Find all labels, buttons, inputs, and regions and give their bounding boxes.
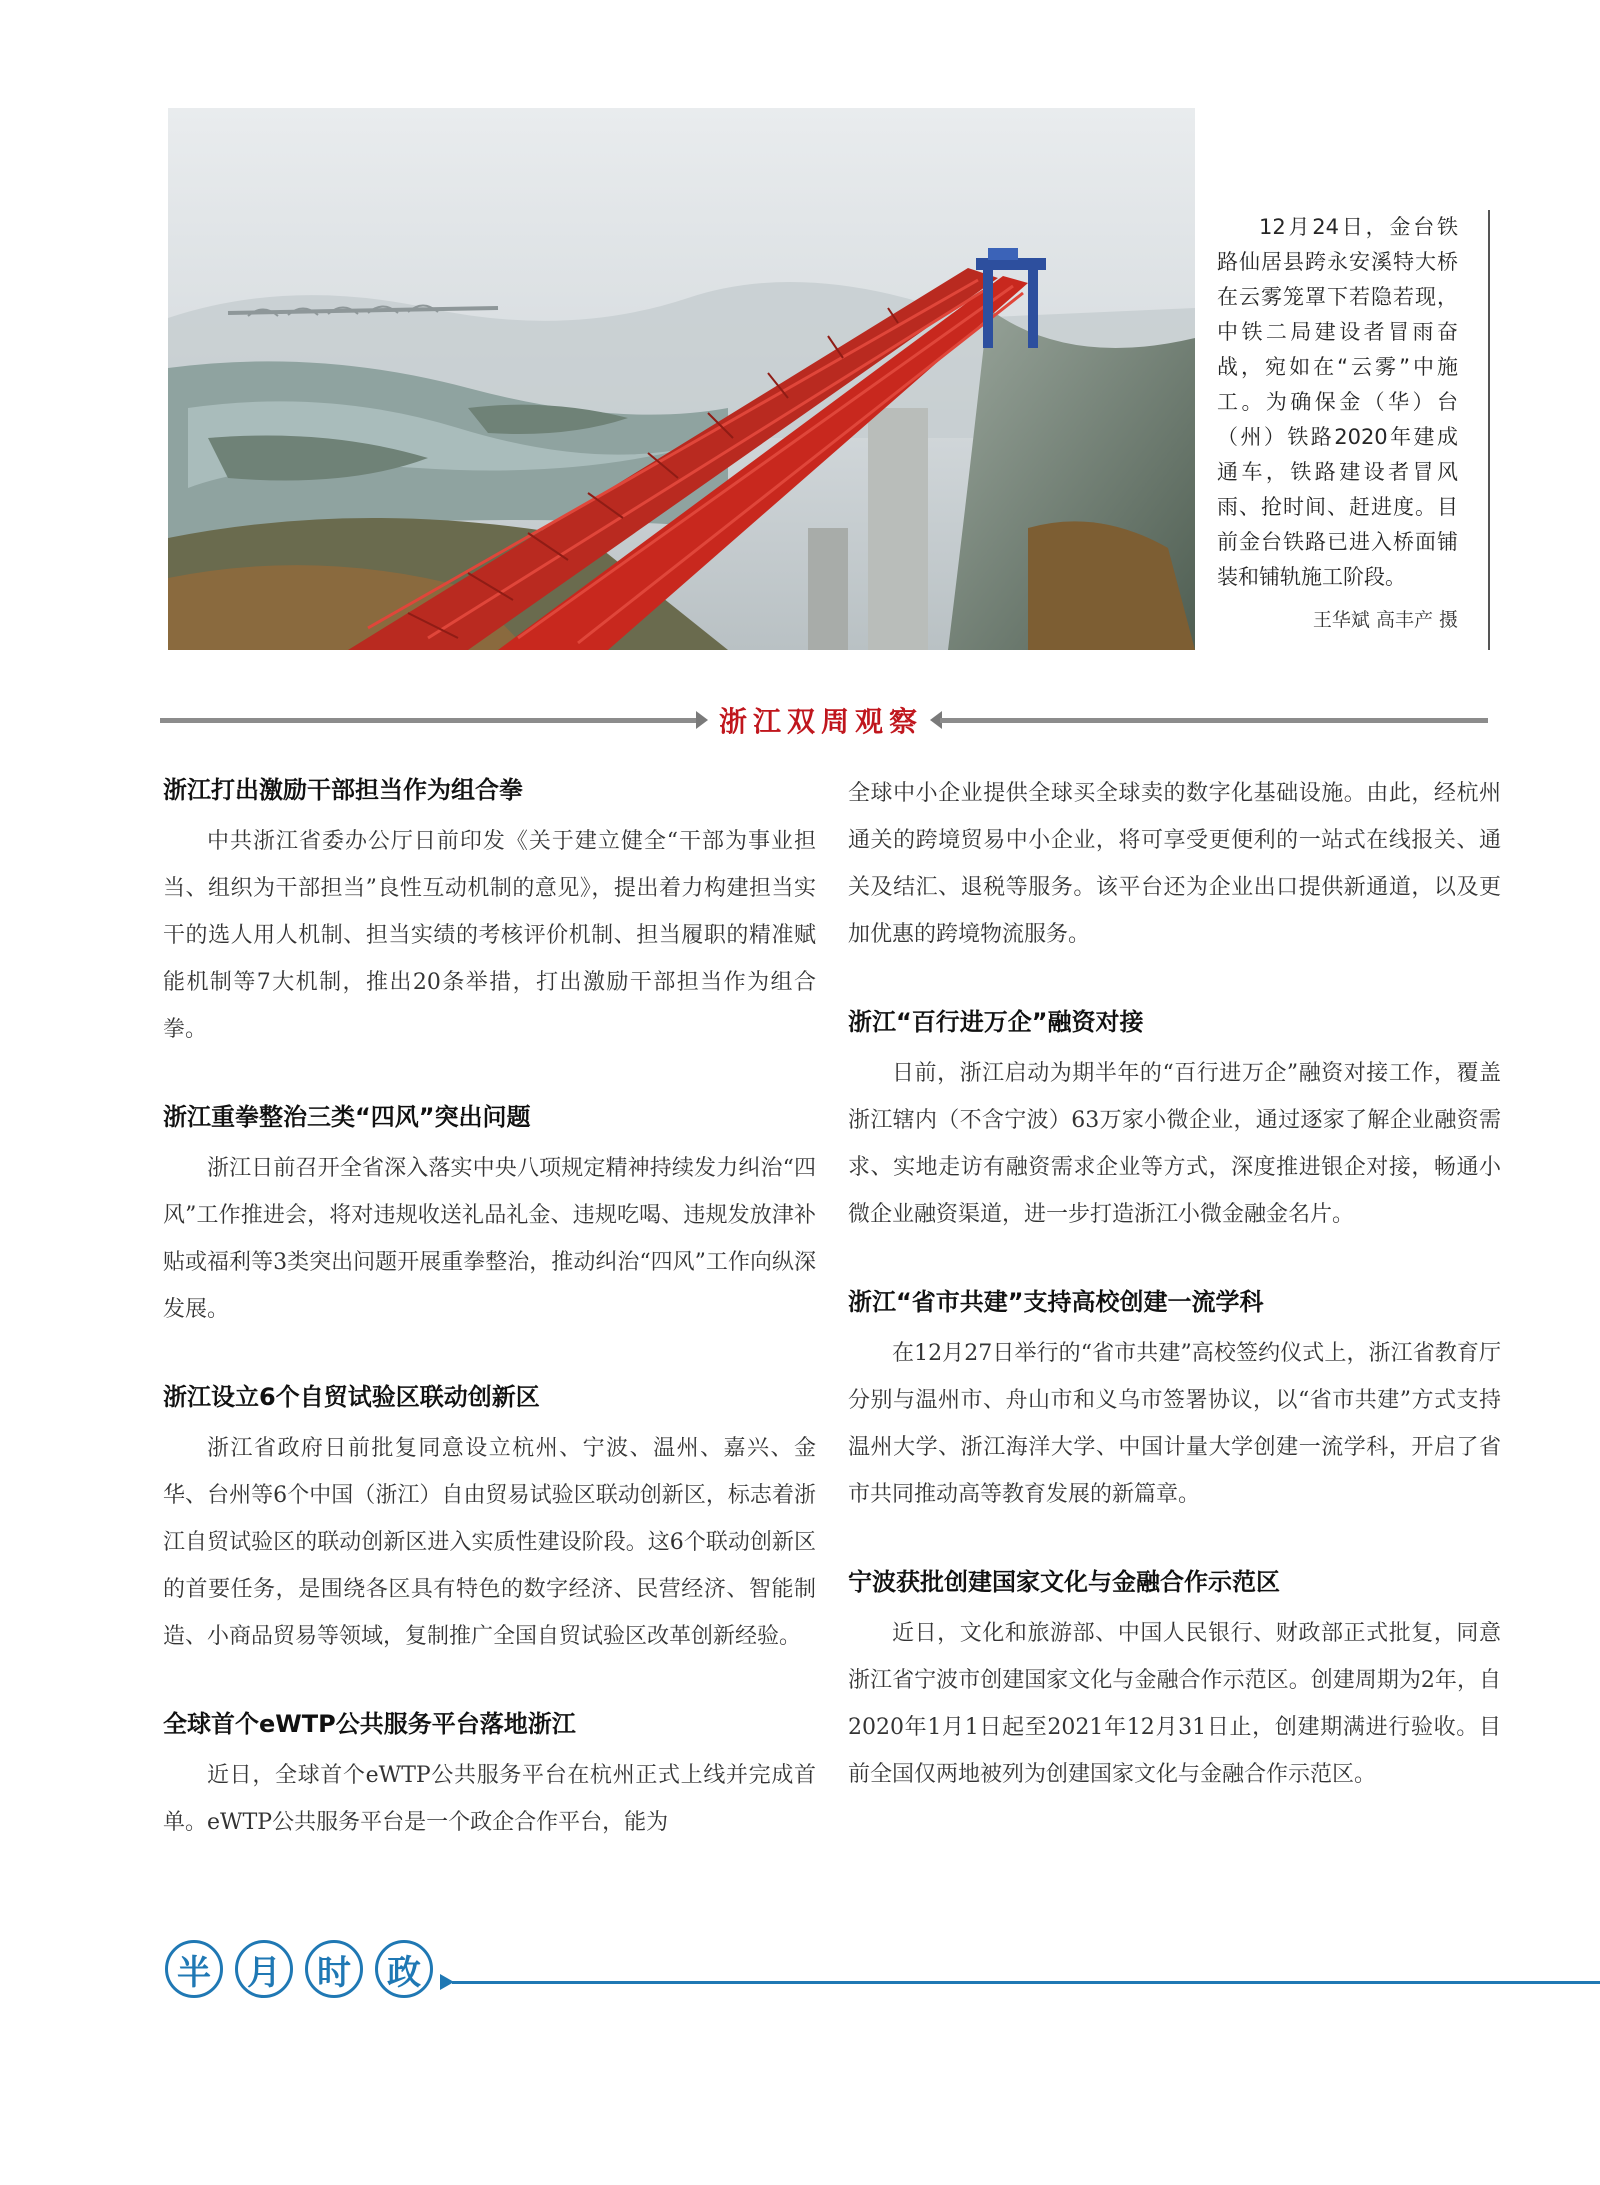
article (163, 770, 816, 1053)
article-headline: 全球首个eWTP公共服务平台落地浙江 (163, 1710, 576, 1738)
article-headline: 浙江“百行进万企”融资对接 (848, 1008, 1144, 1036)
bridge-photo-illustration (168, 108, 1195, 650)
masthead-char: 时 (305, 1940, 363, 1998)
section-rule-right (940, 718, 1488, 723)
masthead-char: 政 (375, 1940, 433, 1998)
article-headline: 宁波获批创建国家文化与金融合作示范区 (848, 1568, 1280, 1596)
left-column (163, 770, 816, 1890)
article-body: 日前，浙江启动为期半年的“百行进万企”融资对接工作，覆盖浙江辖内（不含宁波）63万家小微企业，通过逐家了解企业融资需求、实地走访有融资需求企业等方式，深度推进银企对接，畅通小微企业融资渠道，进一步打造浙江小微金融金名片。 (848, 1061, 1501, 1227)
right-column (848, 770, 1501, 1842)
article-headline: 浙江重拳整治三类“四风”突出问题 (163, 1103, 531, 1131)
section-arrow-left-icon (696, 711, 708, 729)
article (163, 1377, 816, 1660)
section-title: 浙江双周观察 (718, 705, 923, 738)
article (848, 1282, 1501, 1518)
article-headline: 浙江“省市共建”支持高校创建一流学科 (848, 1288, 1264, 1316)
article-headline: 浙江打出激励干部担当作为组合拳 (163, 776, 523, 804)
masthead-char: 半 (165, 1940, 223, 1998)
section-rule-left (160, 718, 700, 723)
caption-text: 12月24日，金台铁路仙居县跨永安溪特大桥在云雾笼罩下若隐若现，中铁二局建设者冒雨奋战，宛如在“云雾”中施工。为确保金（华）台（州）铁路2020年建成通车，铁路建设者冒风雨、抢时间、赶进度。目前金台铁路已进入桥面铺装和铺轨施工阶段。 (1217, 215, 1458, 589)
footer-rule (452, 1981, 1600, 1984)
article-headline: 浙江设立6个自贸试验区联动创新区 (163, 1383, 540, 1411)
article (848, 1562, 1501, 1798)
article-body: 浙江日前召开全省深入落实中央八项规定精神持续发力纠治“四风”工作推进会，将对违规收送礼品礼金、违规吃喝、违规发放津补贴或福利等3类突出问题开展重拳整治，推动纠治“四风”工作向纵深发展。 (163, 1156, 816, 1322)
article-body: 中共浙江省委办公厅日前印发《关于建立健全“干部为事业担当、组织为干部担当”良性互动机制的意见》，提出着力构建担当实干的选人用人机制、担当实绩的考核评价机制、担当履职的精准赋能机制等7大机制，推出20条举措，打出激励干部担当作为组合拳。 (163, 829, 816, 1042)
article-body: 浙江省政府日前批复同意设立杭州、宁波、温州、嘉兴、金华、台州等6个中国（浙江）自由贸易试验区联动创新区，标志着浙江自贸试验区的联动创新区进入实质性建设阶段。这6个联动创新区的首要任务，是围绕各区具有特色的数字经济、民营经济、智能制造、小商品贸易等领域，复制推广全国自贸试验区改革创新经验。 (163, 1436, 816, 1649)
article-body: 近日，文化和旅游部、中国人民银行、财政部正式批复，同意浙江省宁波市创建国家文化与金融合作示范区。创建周期为2年，自2020年1月1日起至2021年12月31日止，创建期满进行验收。目前全国仅两地被列为创建国家文化与金融合作示范区。 (848, 1621, 1501, 1787)
article-body: 在12月27日举行的“省市共建”高校签约仪式上，浙江省教育厅分别与温州市、舟山市和义乌市签署协议，以“省市共建”方式支持温州大学、浙江海洋大学、中国计量大学创建一流学科，开启了省市共同推动高等教育发展的新篇章。 (848, 1341, 1501, 1507)
article (848, 1002, 1501, 1238)
article (163, 1097, 816, 1333)
photo-credit: 王华斌 高丰产 摄 (1312, 609, 1458, 631)
article-body-continuation: 全球中小企业提供全球买全球卖的数字化基础设施。由此，经杭州通关的跨境贸易中小企业，将可享受更便利的一站式在线报关、通关及结汇、退税等服务。该平台还为企业出口提供新通道，以及更加优惠的跨境物流服务。 (848, 781, 1501, 947)
article-continuation (848, 770, 1501, 958)
masthead-logo (165, 1940, 433, 1998)
article (163, 1704, 816, 1846)
masthead-char: 月 (235, 1940, 293, 1998)
bridge-photo (168, 108, 1195, 650)
photo-caption (1197, 210, 1490, 650)
article-body: 近日，全球首个eWTP公共服务平台在杭州正式上线并完成首单。eWTP公共服务平台是一个政企合作平台，能为 (163, 1763, 816, 1835)
